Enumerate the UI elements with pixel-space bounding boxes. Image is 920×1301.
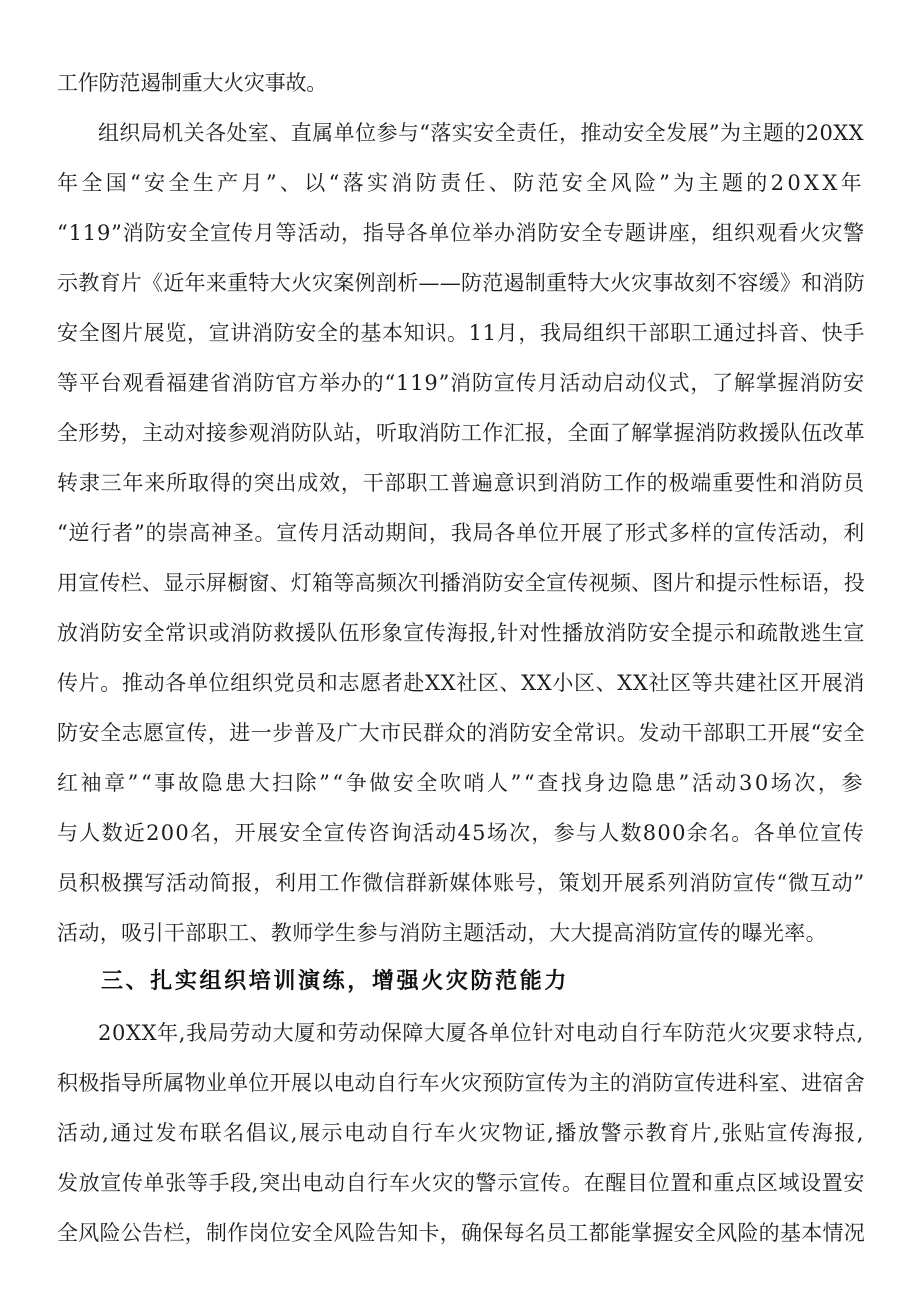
paragraph-3-line-2: 积极指导所属物业单位开展以电动自行车火灾预防宣传为主的消防宣传进科室、进宿舍 xyxy=(57,1071,865,1095)
paragraph-1-line-1: 工作防范遏制重大火灾事故。 xyxy=(57,71,327,95)
paragraph-2-line-8: 转隶三年来所取得的突出成效，干部职工普遍意识到消防工作的极端重要性和消防员 xyxy=(57,471,865,495)
paragraph-2-line-4: 示教育片《近年来重特大火灾案例剖析——防范遏制重特大火灾事故刻不容缓》和消防 xyxy=(57,271,865,295)
paragraph-2-line-11: 放消防安全常识或消防救援队伍形象宣传海报,针对性播放消防安全提示和疏散逃生宣 xyxy=(57,621,865,645)
paragraph-2-line-17: 活动，吸引干部职工、教师学生参与消防主题活动，大大提高消防宣传的曝光率。 xyxy=(57,921,827,945)
paragraph-2-line-7: 全形势，主动对接参观消防队站，听取消防工作汇报，全面了解掌握消防救援队伍改革 xyxy=(57,421,865,445)
paragraph-3-line-5: 全风险公告栏，制作岗位安全风险告知卡，确保每名员工都能掌握安全风险的基本情况 xyxy=(57,1221,865,1245)
paragraph-2-line-14: 红袖章”“事故隐患大扫除”“争做安全吹哨人”“查找身边隐患”活动30场次，参 xyxy=(57,771,865,795)
paragraph-2-line-9: “逆行者”的崇高神圣。宣传月活动期间，我局各单位开展了形式多样的宣传活动，利 xyxy=(57,521,865,545)
section-heading: 三、扎实组织培训演练，增强火灾防范能力 xyxy=(101,969,569,994)
paragraph-3-line-4: 发放宣传单张等手段,突出电动自行车火灾的警示宣传。在醒目位置和重点区域设置安 xyxy=(57,1171,865,1195)
paragraph-2-line-10: 用宣传栏、显示屏橱窗、灯箱等高频次刊播消防安全宣传视频、图片和提示性标语，投 xyxy=(57,571,865,595)
paragraph-2-line-12: 传片。推动各单位组织党员和志愿者赴XX社区、XX小区、XX社区等共建社区开展消 xyxy=(57,671,865,695)
paragraph-2-line-1: 组织局机关各处室、直属单位参与“落实安全责任，推动安全发展”为主题的20XX xyxy=(98,121,864,145)
paragraph-2-line-16: 员积极撰写活动简报，利用工作微信群新媒体账号，策划开展系列消防宣传“微互动” xyxy=(57,871,865,895)
paragraph-2-line-2: 年全国“安全生产月”、以“落实消防责任、防范安全风险”为主题的20XX年 xyxy=(57,171,865,195)
paragraph-2-line-15: 与人数近200名，开展安全宣传咨询活动45场次，参与人数800余名。各单位宣传 xyxy=(57,821,865,845)
paragraph-2-line-13: 防安全志愿宣传，进一步普及广大市民群众的消防安全常识。发动干部职工开展“安全 xyxy=(57,721,865,745)
paragraph-3-line-1: 20XX年,我局劳动大厦和劳动保障大厦各单位针对电动自行车防范火灾要求特点, xyxy=(98,1021,864,1045)
paragraph-2-line-3: “119”消防安全宣传月等活动，指导各单位举办消防安全专题讲座，组织观看火灾警 xyxy=(57,221,865,245)
paragraph-2-line-6: 等平台观看福建省消防官方举办的“119”消防宣传月活动启动仪式，了解掌握消防安 xyxy=(57,371,865,395)
paragraph-2-line-5: 安全图片展览，宣讲消防安全的基本知识。11月，我局组织干部职工通过抖音、快手 xyxy=(57,321,865,345)
paragraph-3-line-3: 活动,通过发布联名倡议,展示电动自行车火灾物证,播放警示教育片,张贴宣传海报, xyxy=(57,1121,865,1145)
